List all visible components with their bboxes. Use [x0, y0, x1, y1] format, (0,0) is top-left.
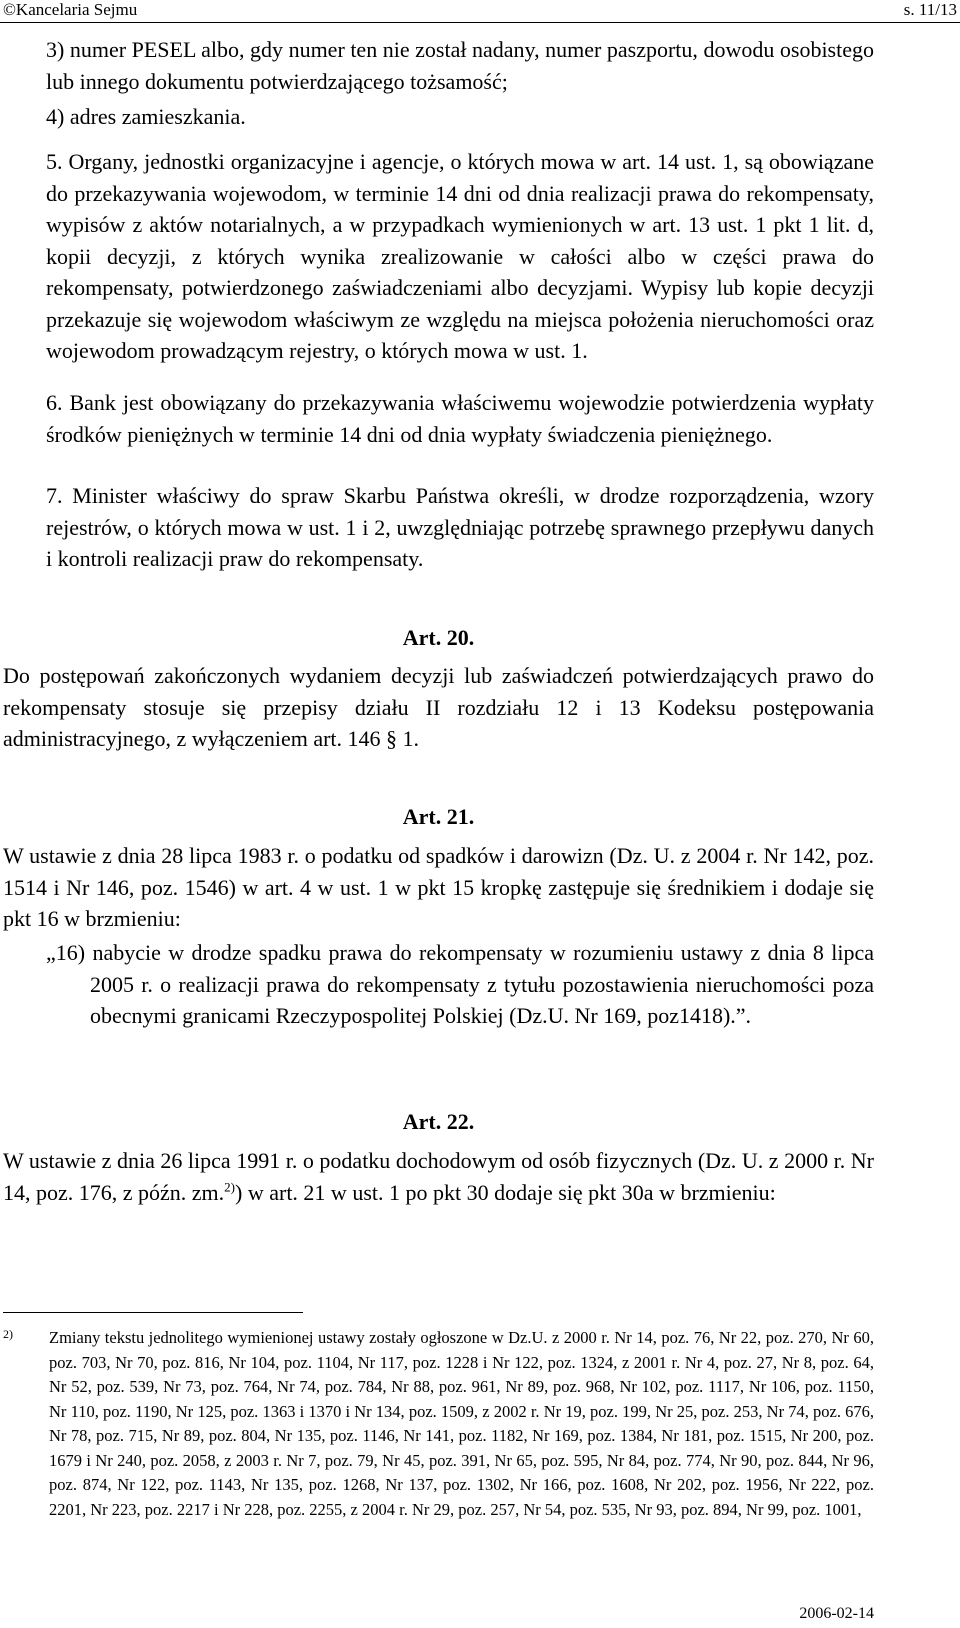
- paragraph-5: 5. Organy, jednostki organizacyjne i agencje, o których mowa w art. 14 ust. 1, są obowiązane do przekazywania wojewodom, w terminie 14 dni od dnia realizacji prawa do rekompensaty, wypisów z aktów notarialnych, a w przypadkach wymienionych w art. 13 ust. 1 pkt 1 lit. d, kopii decyzji, z których wynika zrealizowanie w całości albo w części prawa do rekompensaty, potwierdzonego zaświadczeniami albo decyzjami. Wypisy lub kopie decyzji przekazuje się wojewodom właściwym ze względu na miejsca położenia nieruchomości oraz wojewodom prowadzącym rejestry, o których mowa w ust. 1.: [46, 149, 874, 363]
- list-item-4: 4) adres zamieszkania.: [46, 104, 246, 129]
- footnote: [3, 1326, 874, 1522]
- paragraph-7: 7. Minister właściwy do spraw Skarbu Państwa określi, w drodze rozporządzenia, wzory rejestrów, o których mowa w ust. 1 i 2, uwzględniając potrzebę sprawnego przepływu danych i kontroli realizacji praw do rekompensaty.: [46, 483, 874, 571]
- article-21-heading: Art. 21.: [402, 804, 475, 829]
- article-22-heading: Art. 22.: [402, 1109, 475, 1134]
- article-21-quote: „16) nabycie w drodze spadku prawa do rekompensaty w rozumieniu ustawy z dnia 8 lipca 2005 r. o realizacji prawa do rekompensaty z tytułu pozostawienia nieruchomości poza obecnymi granicami Rzeczypospolitej Polskiej (Dz.U. Nr 169, poz1418).”.: [46, 940, 874, 1028]
- page-header: [0, 0, 960, 23]
- article-22-text: [3, 1145, 874, 1208]
- page-number: s. 11/13: [903, 0, 957, 19]
- article-20-heading: Art. 20.: [402, 625, 475, 650]
- footnote-text: Zmiany tekstu jednolitego wymienionej ustawy zostały ogłoszone w Dz.U. z 2000 r. Nr 14, poz. 76, Nr 22, poz. 270, Nr 60, poz. 703, Nr 70, poz. 816, Nr 104, poz. 1104, Nr 117, poz. 1228 i Nr 122, poz. 1324, z 2001 r. Nr 4, poz. 27, Nr 8, poz. 64, Nr 52, poz. 539, Nr 73, poz. 764, Nr 74, poz. 784, Nr 88, poz. 961, Nr 89, poz. 968, Nr 102, poz. 1117, Nr 106, poz. 1150, Nr 110, poz. 1190, Nr 125, poz. 1363 i 1370 i Nr 134, poz. 1509, z 2002 r. Nr 19, poz. 199, Nr 25, poz. 253, Nr 74, poz. 676, Nr 78, poz. 715, Nr 89, poz. 804, Nr 135, poz. 1146, Nr 141, poz. 1182, Nr 169, poz. 1384, Nr 181, poz. 1515, Nr 200, poz. 1679 i Nr 240, poz. 2058, z 2003 r. Nr 7, poz. 79, Nr 45, poz. 391, Nr 65, poz. 595, Nr 84, poz. 774, Nr 90, poz. 844, Nr 96, poz. 874, Nr 122, poz. 1143, Nr 135, poz. 1268, Nr 137, poz. 1302, Nr 166, poz. 1608, Nr 202, poz. 1956, Nr 222, poz. 2201, Nr 223, poz. 2217 i Nr 228, poz. 2255, z 2004 r. Nr 29, poz. 257, Nr 54, poz. 535, Nr 93, poz. 894, Nr 99, poz. 1001,: [49, 1328, 874, 1519]
- publisher-label: ©Kancelaria Sejmu: [3, 0, 138, 19]
- footnote-divider: [3, 1312, 303, 1313]
- article-22-text-part-a: W ustawie z dnia 26 lipca 1991 r. o podatku dochodowym od osób fizycznych (Dz. U. z 2000 r. Nr 14, poz. 176, z późn. zm.: [3, 1148, 874, 1205]
- article-22-text-part-b: ) w art. 21 w ust. 1 po pkt 30 dodaje się pkt 30a w brzmieniu:: [235, 1179, 776, 1205]
- article-21-text: W ustawie z dnia 28 lipca 1983 r. o podatku od spadków i darowizn (Dz. U. z 2004 r. Nr 142, poz. 1514 i Nr 146, poz. 1546) w art. 4 w ust. 1 w pkt 15 kropkę zastępuje się średnikiem i dodaje się pkt 16 w brzmieniu:: [3, 843, 874, 931]
- publication-date: 2006-02-14: [799, 1605, 874, 1622]
- footnote-reference: 2): [224, 1179, 236, 1195]
- footnote-mark: 2): [3, 1327, 13, 1341]
- list-item-3: 3) numer PESEL albo, gdy numer ten nie został nadany, numer paszportu, dowodu osobistego lub innego dokumentu potwierdzającego tożsamość;: [46, 37, 874, 94]
- article-20-text: Do postępowań zakończonych wydaniem decyzji lub zaświadczeń potwierdzających prawo do rekompensaty stosuje się przepisy działu II rozdziału 12 i 13 Kodeksu postępowania administracyjnego, z wyłączeniem art. 146 § 1.: [3, 663, 874, 751]
- paragraph-6: 6. Bank jest obowiązany do przekazywania właściwemu wojewodzie potwierdzenia wypłaty środków pieniężnych w terminie 14 dni od dnia wypłaty świadczenia pieniężnego.: [46, 390, 874, 447]
